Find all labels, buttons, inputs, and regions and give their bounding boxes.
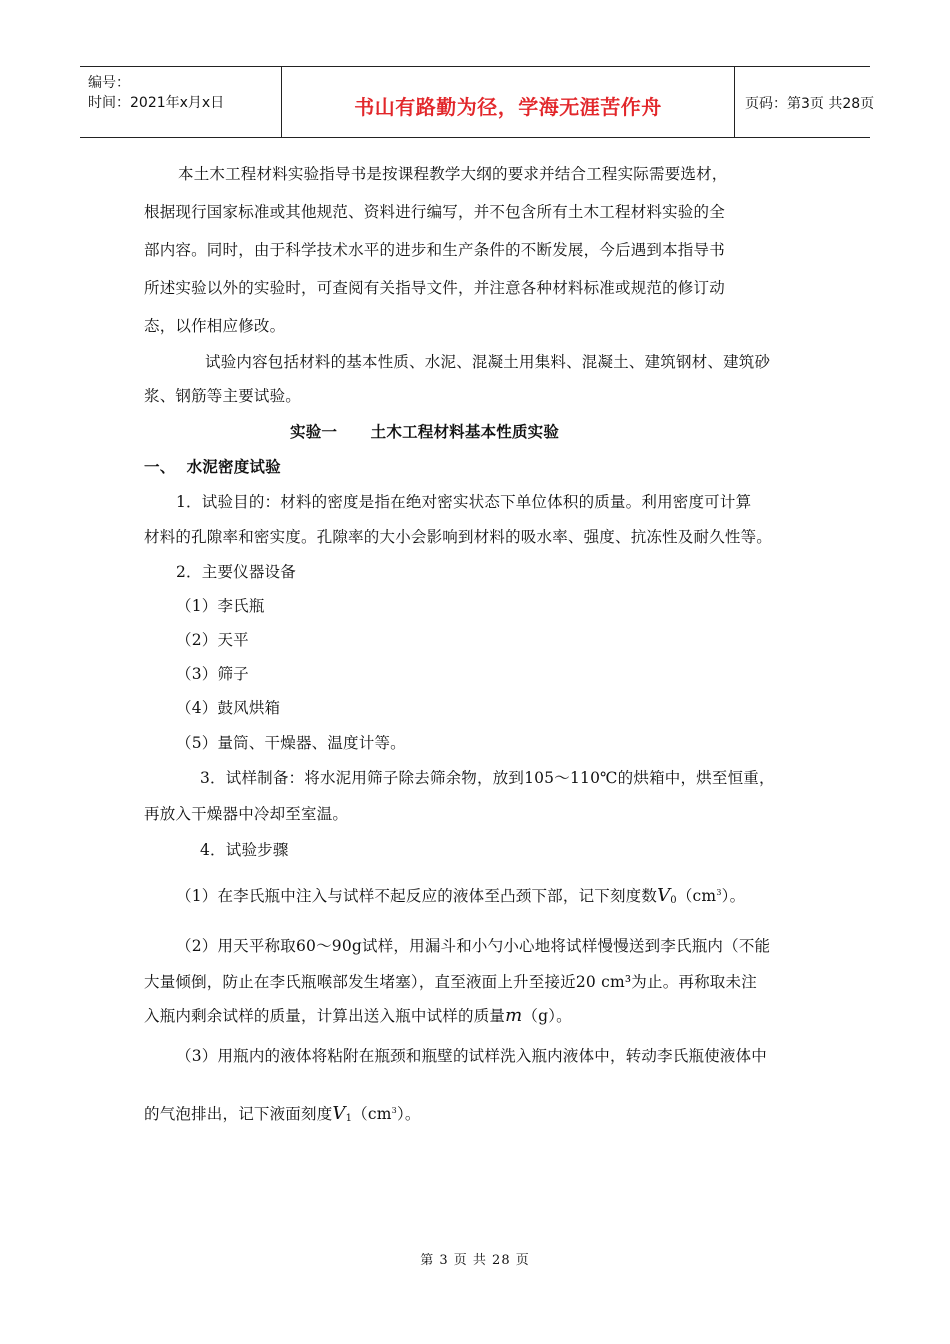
prep-line-1: 3．试样制备：将水泥用筛子除去筛余物，放到105～110℃的烘箱中，烘至恒重， <box>200 769 775 787</box>
unit-close: ）。 <box>721 887 746 905</box>
step2-end-text: 入瓶内剩余试样的质量，计算出送入瓶中试样的质量 <box>144 1007 506 1025</box>
intro1-line-3: 部内容。同时，由于科学技术水平的进步和生产条件的不断发展，今后遇到本指导书 <box>144 241 725 259</box>
page-footer: 第 3 页 共 28 页 <box>420 1253 530 1268</box>
unit-open: （cm <box>352 1105 392 1123</box>
unit-close: ）。 <box>396 1105 421 1123</box>
superscript-3: 3 <box>716 888 722 897</box>
motto-text: 书山有路勤为径，学海无涯苦作舟 <box>354 95 662 119</box>
prep-line-2: 再放入干燥器中冷却至室温。 <box>144 805 349 823</box>
intro1-line-1: 本土木工程材料实验指导书是按课程教学大纲的要求并结合工程实际需要选材， <box>178 165 728 183</box>
intro1-line-5: 态，以作相应修改。 <box>144 317 286 335</box>
time-label: 时间：2021年x月x日 <box>88 95 225 111</box>
subscript-1: 1 <box>345 1113 353 1124</box>
step2-line-1: （2）用天平称取60～90g试样，用漏斗和小勺小心地将试样慢慢送到李氏瓶内（不能 <box>176 937 771 955</box>
step3-line-1: （3）用瓶内的液体将粘附在瓶颈和瓶壁的试样洗入瓶内液体中，转动李氏瓶使液体中 <box>176 1047 767 1065</box>
section-title: 一、 水泥密度试验 <box>144 457 281 476</box>
step2-line-2: 大量倾倒，防止在李氏瓶喉部发生堵塞），直至液面上升至接近20 cm³为止。再称取未注 <box>144 973 757 991</box>
equipment-item: （4）鼓风烘箱 <box>176 699 281 717</box>
unit-open: （cm <box>676 887 717 905</box>
intro2-line-2: 浆、钢筋等主要试验。 <box>144 387 302 405</box>
equipment-item: （3）筛子 <box>176 665 249 683</box>
variable-v0: V <box>657 885 671 906</box>
variable-m: m <box>505 1005 523 1026</box>
step2-end-tail: （g）。 <box>522 1007 572 1025</box>
step2-line-3 <box>144 1004 572 1026</box>
header-left-cell <box>80 67 281 137</box>
equipment-item: （5）量筒、干燥器、温度计等。 <box>176 734 406 752</box>
number-label: 编号： <box>88 75 130 91</box>
intro2-line-1: 试验内容包括材料的基本性质、水泥、混凝土用集料、混凝土、建筑钢材、建筑砂 <box>205 353 771 371</box>
page-header <box>80 66 875 138</box>
superscript-3: 3 <box>391 1106 397 1115</box>
step3-end-text: 的气泡排出，记下液面刻度 <box>144 1105 333 1123</box>
subscript-0: 0 <box>670 895 677 906</box>
variable-v1: V <box>332 1103 346 1124</box>
intro1-line-4: 所述实验以外的实验时，可查阅有关指导文件，并注意各种材料标准或规范的修订动 <box>144 279 725 297</box>
purpose-line-1: 1．试验目的：材料的密度是指在绝对密实状态下单位体积的质量。利用密度可计算 <box>176 493 752 511</box>
header-motto-cell <box>281 67 735 137</box>
equipment-item: （2）天平 <box>176 631 249 649</box>
page-code: 页码：第3页 共28页 <box>745 96 875 112</box>
intro1-line-2: 根据现行国家标准或其他规范、资料进行编写，并不包含所有土木工程材料实验的全 <box>144 203 725 221</box>
equipment-item: （1）李氏瓶 <box>176 597 265 615</box>
step1-text: （1）在李氏瓶中注入与试样不起反应的液体至凸颈下部，记下刻度数 <box>176 887 658 905</box>
purpose-line-2: 材料的孔隙率和密实度。孔隙率的大小会影响到材料的吸水率、强度、抗冻性及耐久性等。 <box>144 528 773 546</box>
equipment-title: 2．主要仪器设备 <box>176 563 296 581</box>
experiment-title: 实验一 土木工程材料基本性质实验 <box>290 422 560 441</box>
step1-line <box>176 884 745 906</box>
steps-title: 4．试验步骤 <box>200 841 289 859</box>
header-right-cell <box>735 67 875 137</box>
step3-line-2 <box>144 1102 421 1124</box>
